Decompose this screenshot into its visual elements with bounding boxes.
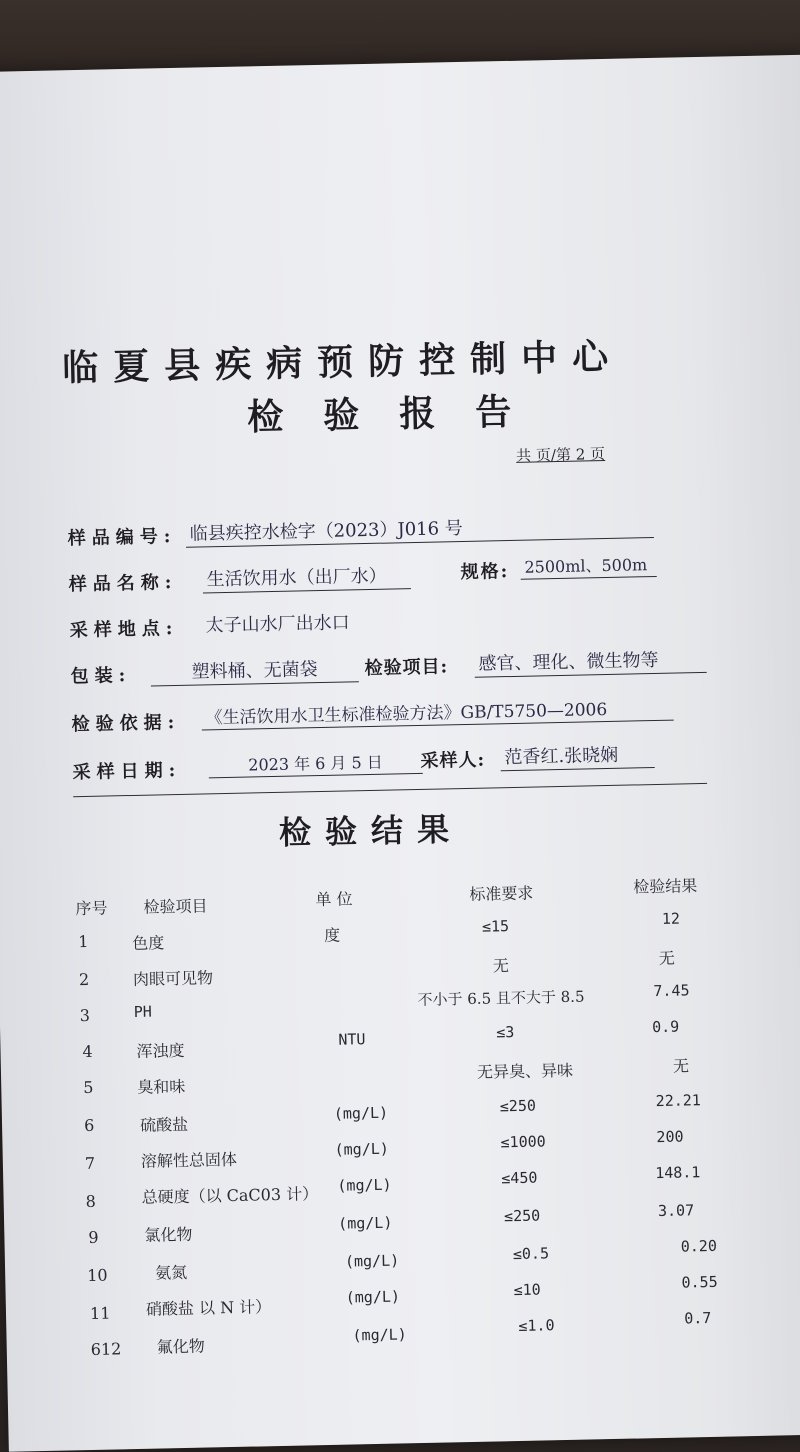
- sampler-value: 范香红.张晓娴: [500, 740, 655, 771]
- row-unit: (mg/L): [352, 1325, 407, 1345]
- row-result: 0.9: [651, 1017, 680, 1037]
- row-result: 0.55: [681, 1272, 718, 1292]
- row-result: 22.21: [655, 1091, 702, 1111]
- basis-label: 检验依据:: [71, 711, 181, 736]
- spec-label: 规格:: [460, 561, 510, 584]
- row-no: 8: [85, 1191, 97, 1212]
- location-value: 太子山水厂出水口: [205, 612, 350, 637]
- header-item: 检验项目: [143, 896, 208, 917]
- row-standard: ≤450: [501, 1168, 538, 1188]
- row-item: 色度: [132, 933, 165, 953]
- header-standard: 标准要求: [469, 883, 534, 904]
- sampler-label: 采样人:: [420, 749, 486, 772]
- sample-no-value: 临县疾控水检字（2023）J016 号: [185, 510, 653, 548]
- row-unit: 度: [323, 925, 341, 945]
- row-unit: (mg/L): [337, 1175, 392, 1195]
- row-no: 7: [84, 1153, 96, 1174]
- row-no: 9: [88, 1227, 99, 1247]
- row-standard: 无异臭、异味: [476, 1060, 574, 1082]
- row-standard: ≤0.5: [512, 1244, 550, 1264]
- row-item: 臭和味: [137, 1076, 186, 1097]
- row-result: 无: [672, 1056, 690, 1076]
- date-label: 采样日期:: [72, 759, 182, 784]
- header-no: 序号: [75, 898, 108, 919]
- row-item: 氯化物: [144, 1224, 193, 1245]
- row-item: 浑浊度: [136, 1040, 185, 1061]
- row-standard: ≤3: [496, 1023, 515, 1042]
- header-result: 检验结果: [633, 876, 698, 897]
- items-value: 感官、理化、微生物等: [474, 645, 707, 678]
- header-unit: 单 位: [315, 889, 353, 910]
- row-unit: NTU: [338, 1030, 366, 1049]
- row-result: 3.07: [657, 1201, 695, 1221]
- row-unit: (mg/L): [345, 1287, 401, 1307]
- row-no: 11: [89, 1303, 111, 1323]
- sample-no-label: 样品编号:: [67, 525, 177, 550]
- row-result: 12: [661, 909, 681, 928]
- row-standard: ≤250: [499, 1096, 537, 1116]
- package-value: 塑料桶、无菌袋: [150, 654, 359, 686]
- row-no: 2: [78, 969, 90, 990]
- row-standard: 无: [492, 956, 510, 976]
- row-standard: ≤1.0: [518, 1316, 555, 1335]
- row-no: 5: [83, 1077, 94, 1098]
- row-result: 148.1: [655, 1163, 701, 1183]
- items-label: 检验项目:: [364, 656, 449, 680]
- package-label: 包装:: [70, 664, 132, 688]
- basis-value: 《生活饮用水卫生标准检验方法》GB/T5750—2006: [201, 694, 673, 731]
- report-paper: [0, 54, 800, 1452]
- row-no: 4: [82, 1041, 93, 1062]
- row-item: 肉眼可见物: [132, 968, 214, 989]
- row-no: 612: [90, 1339, 122, 1359]
- spec-value: 2500ml、500m: [520, 552, 656, 580]
- row-no: 3: [79, 1005, 91, 1026]
- row-unit: (mg/L): [338, 1213, 393, 1233]
- divider: [73, 783, 707, 797]
- row-unit: (mg/L): [344, 1251, 400, 1271]
- row-item: 硫酸盐: [139, 1114, 189, 1135]
- row-item: 氟化物: [156, 1336, 205, 1357]
- row-standard: ≤15: [481, 917, 510, 936]
- sample-name-label: 样品名称:: [68, 571, 178, 596]
- row-item: 硝酸盐 以 N 计）: [145, 1297, 272, 1319]
- row-result: 200: [656, 1127, 684, 1147]
- row-item: 溶解性总固体: [140, 1149, 238, 1171]
- row-standard: ≤1000: [500, 1132, 546, 1152]
- row-standard: 不小于 6.5 且不大于 8.5: [417, 987, 585, 1010]
- row-unit: (mg/L): [334, 1139, 390, 1159]
- row-result: 无: [658, 948, 675, 968]
- location-label: 采样地点:: [69, 617, 179, 642]
- row-standard: ≤10: [513, 1280, 541, 1300]
- page-info: 共 页/第 2 页: [515, 444, 606, 465]
- row-unit: (mg/L): [333, 1103, 389, 1123]
- row-item: 总硬度（以 CaC03 计）: [141, 1184, 319, 1207]
- row-item: 氨氮: [154, 1262, 188, 1283]
- row-result: 0.7: [684, 1308, 712, 1328]
- sample-name-value: 生活饮用水（出厂水）: [202, 561, 411, 593]
- row-no: 10: [87, 1265, 108, 1286]
- date-value: 2023 年 6 月 5 日: [208, 749, 422, 778]
- row-no: 1: [78, 931, 89, 952]
- row-standard: ≤250: [503, 1206, 541, 1226]
- row-no: 6: [83, 1115, 95, 1136]
- row-result: 7.45: [653, 981, 690, 1001]
- organization-title: 临夏县疾病预防控制中心: [61, 335, 624, 390]
- row-result: 0.20: [680, 1236, 718, 1256]
- row-item: PH: [133, 1002, 152, 1021]
- results-title: 检验结果: [278, 810, 464, 852]
- report-title: 检验报告: [246, 390, 552, 439]
